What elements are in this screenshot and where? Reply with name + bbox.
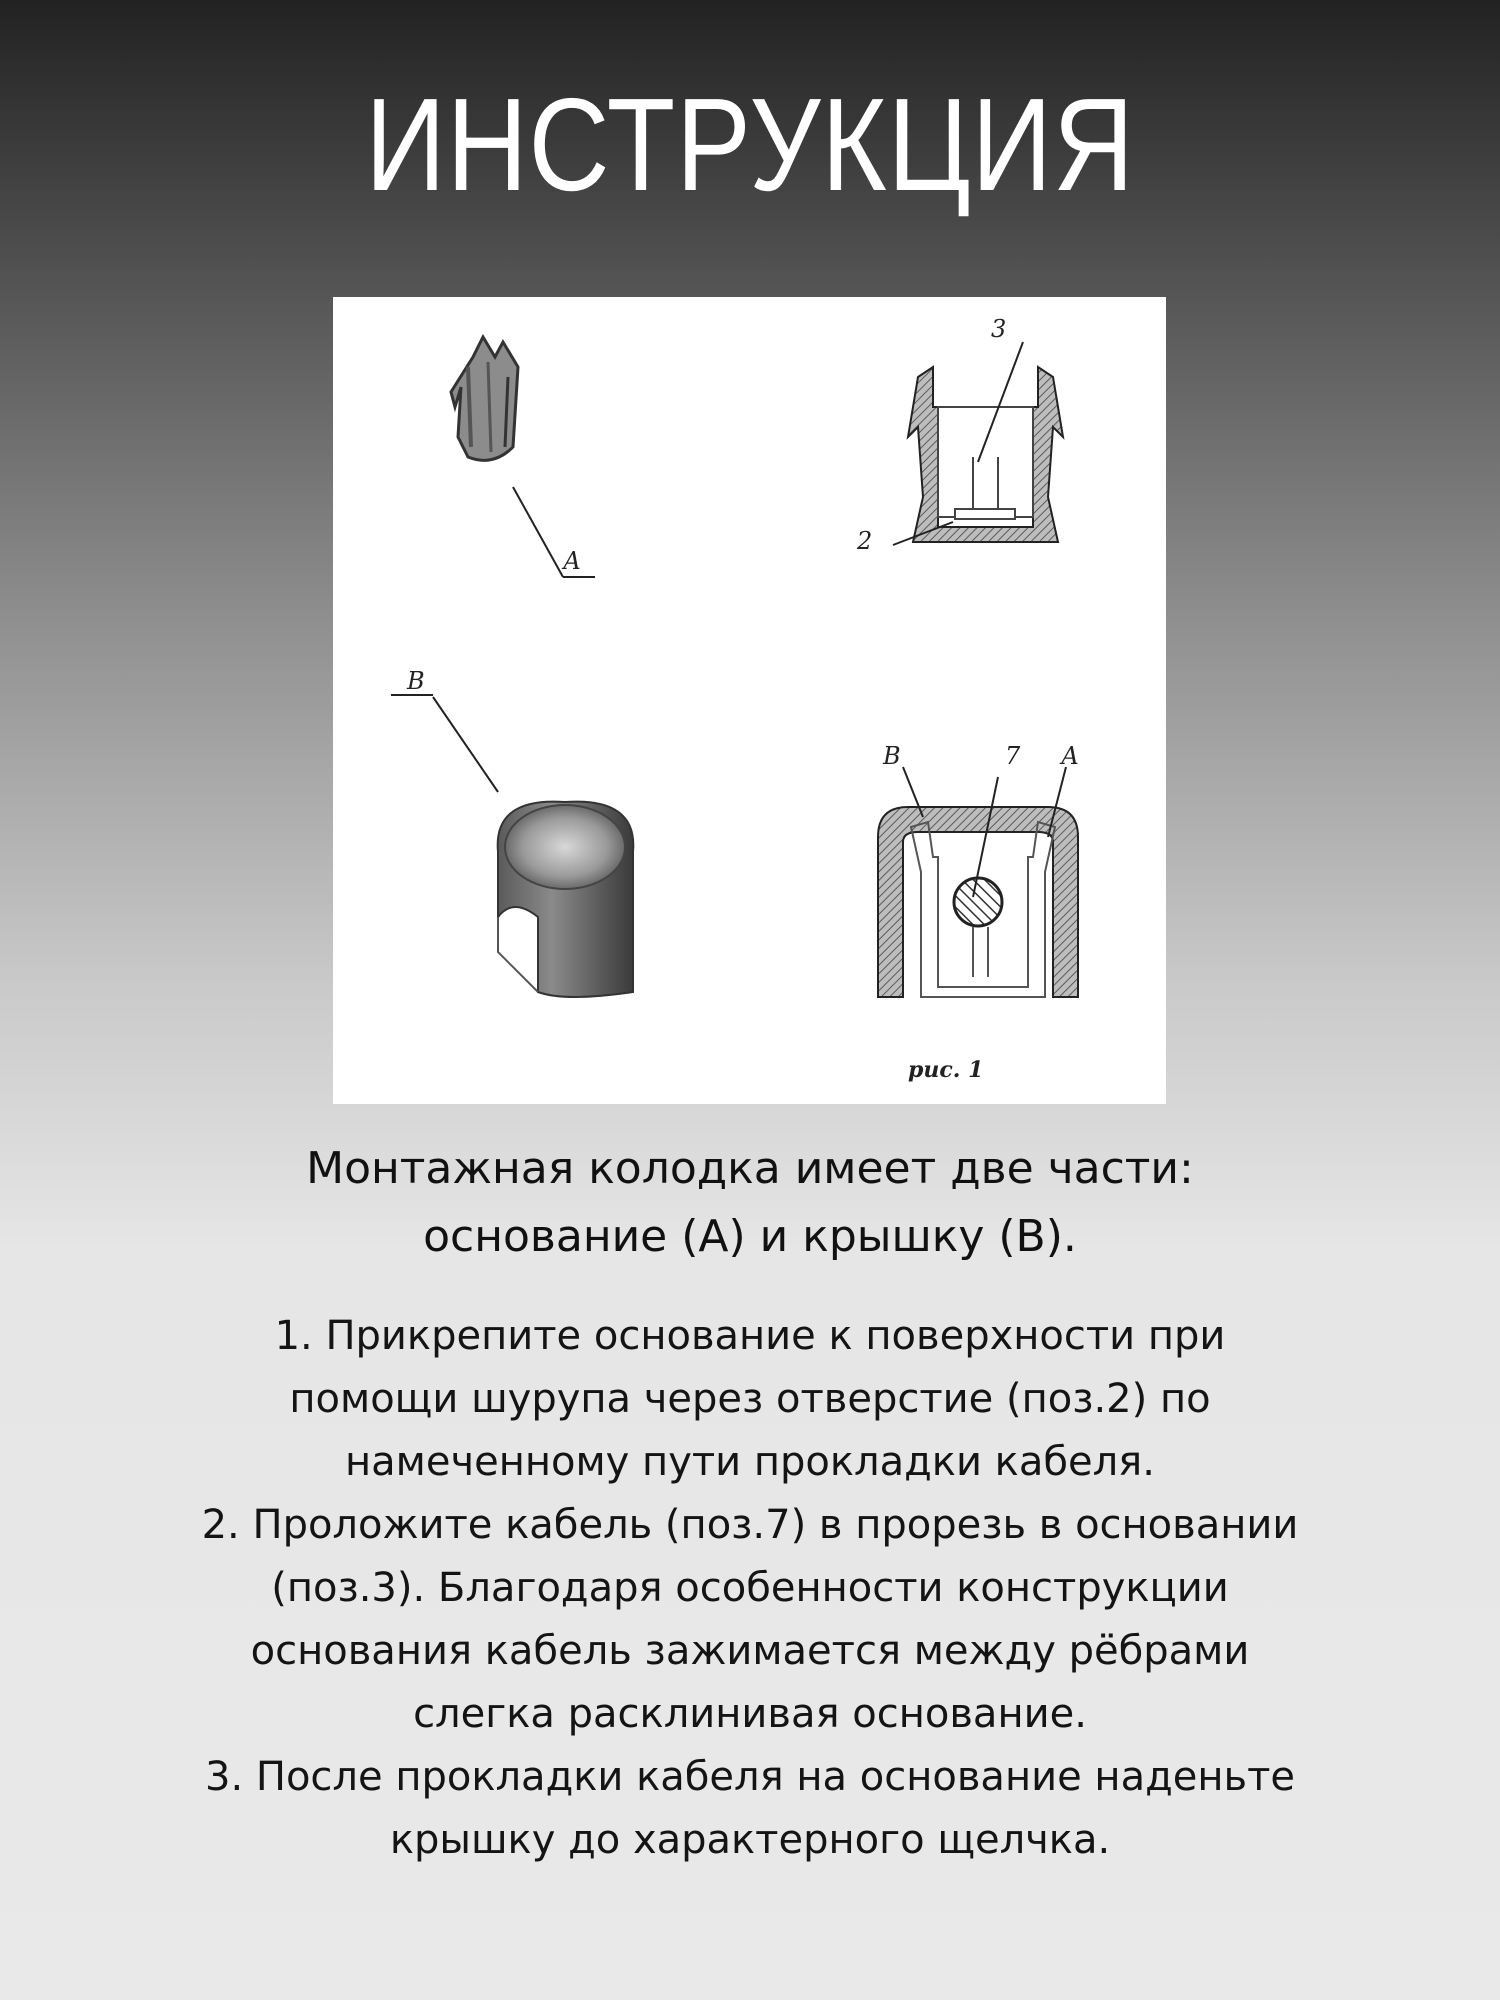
parts-description-line-1: Монтажная колодка имеет две части: xyxy=(306,1143,1194,1194)
label-seven: 7 xyxy=(1005,742,1021,770)
step-2-line-4: слегка расклинивая основание. xyxy=(413,1691,1087,1737)
label-a-assembly: А xyxy=(1061,742,1080,770)
step-1-line-3: намеченному пути прокладки кабеля. xyxy=(345,1439,1155,1485)
assembly-diagram xyxy=(333,297,1166,1104)
label-three: 3 xyxy=(991,315,1007,343)
parts-description-line-2: основание (А) и крышку (В). xyxy=(423,1211,1077,1262)
step-1 xyxy=(110,1305,1390,1494)
step-2 xyxy=(110,1494,1390,1746)
label-b-assembly: В xyxy=(883,742,901,770)
label-two: 2 xyxy=(857,527,873,555)
assembly-section-drawing xyxy=(878,767,1078,997)
step-2-line-2: (поз.3). Благодаря особенности конструкции xyxy=(271,1565,1229,1611)
page-title: ИНСТРУКЦИЯ xyxy=(365,71,1135,218)
figure-caption: рис. 1 xyxy=(908,1057,984,1083)
label-b-part: В xyxy=(407,667,425,695)
step-3 xyxy=(110,1746,1390,1872)
step-2-line-1: 2. Проложите кабель (поз.7) в прорезь в основании xyxy=(201,1502,1299,1548)
parts-description xyxy=(150,1135,1350,1271)
step-1-line-2: помощи шурупа через отверстие (поз.2) по xyxy=(289,1376,1211,1422)
instruction-steps xyxy=(110,1305,1390,1872)
step-3-line-2: крышку до характерного щелчка. xyxy=(389,1817,1111,1863)
step-2-line-3: основания кабель зажимается между рёбрами xyxy=(250,1628,1250,1674)
base-section-drawing xyxy=(893,342,1063,545)
label-a-part: А xyxy=(563,547,582,575)
step-1-line-1: 1. Прикрепите основание к поверхности при xyxy=(274,1313,1226,1359)
step-3-line-1: 3. После прокладки кабеля на основание наденьте xyxy=(205,1754,1295,1800)
cap-part-b-drawing xyxy=(391,695,633,997)
base-part-a-drawing xyxy=(451,337,595,577)
